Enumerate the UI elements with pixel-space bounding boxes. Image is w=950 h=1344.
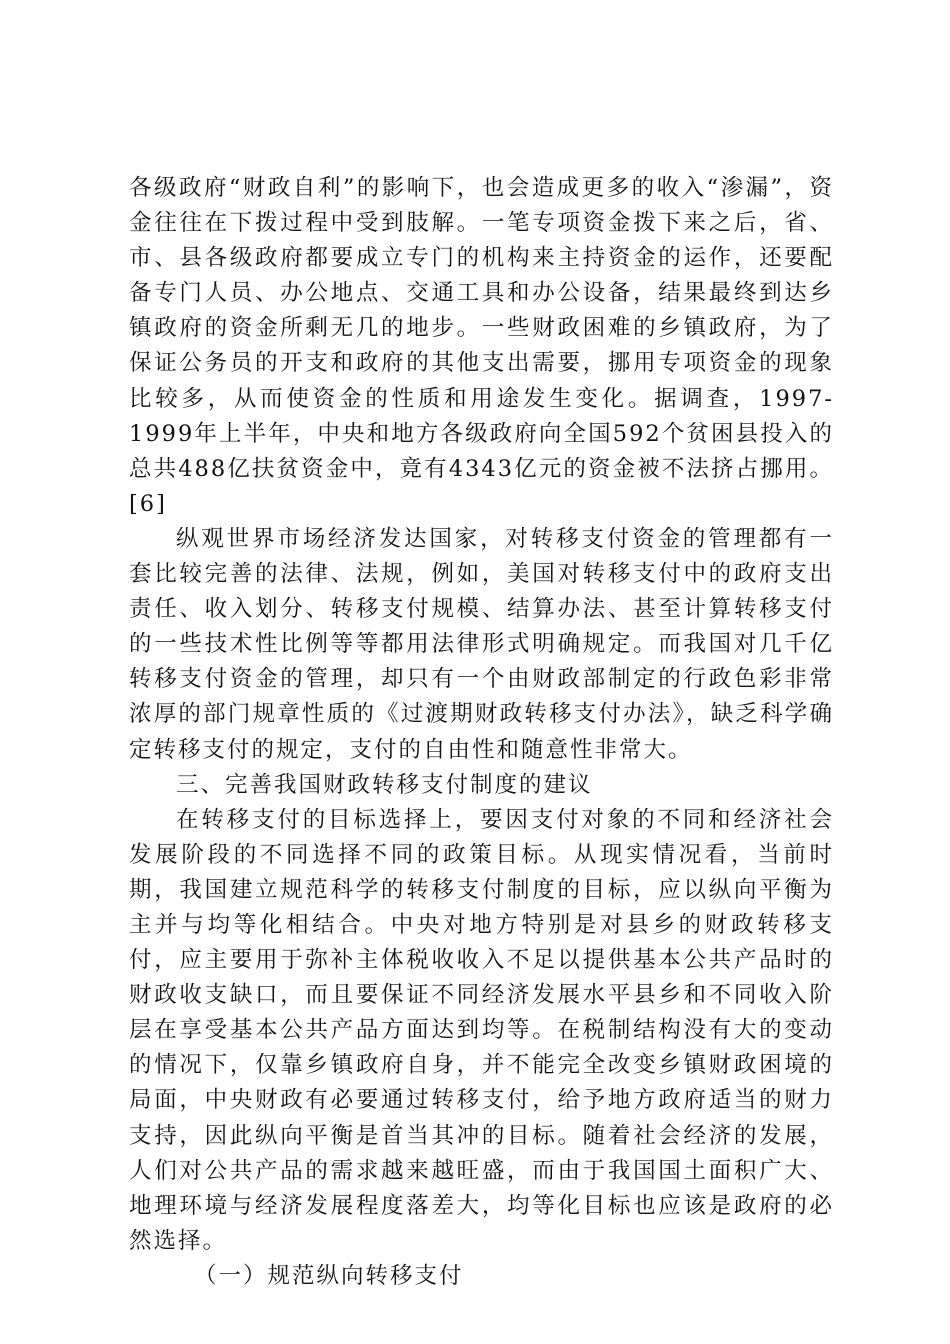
paragraph-policy-goals: 在转移支付的目标选择上，要因支付对象的不同和经济社会发展阶段的不同选择不同的政策目标。从现实情况看，当前时期，我国建立规范科学的转移支付制度的目标，应以纵向平衡为主并与均等化相结合。中央对地方特别是对县乡的财政转移支付，应主要用于弥补主体税收收入不足以提供基本公共产品时的财政收支缺口，而且要保证不同经济发展水平县乡和不同收入阶层在享受基本公共产品方面达到均等。在税制结构没有大的变动的情况下，仅靠乡镇政府自身，并不能完全改变乡镇财政困境的局面，中央财政有必要通过转移支付，给予地方政府适当的财力支持，因此纵向平衡是首当其冲的目标。随着社会经济的发展，人们对公共产品的需求越来越旺盛，而由于我国国土面积广大、地理环境与经济发展程度落差大，均等化目标也应该是政府的必然选择。 — [129, 806, 834, 1254]
paragraph-continuation: 各级政府“财政自利”的影响下，也会造成更多的收入“渗漏”，资金往往在下拨过程中受到肢解。一笔专项资金拨下来之后，省、市、县各级政府都要成立专门的机构来主持资金的运作，还要配备专门人员、办公地点、交通工具和办公设备，结果最终到达乡镇政府的资金所剩无几的地步。一些财政困难的乡镇政府，为了保证公务员的开支和政府的其他支出需要，挪用专项资金的现象比较多，从而使资金的性质和用途发生变化。据调查，1997-1999年上半年，中央和地方各级政府向全国592个贫困县投入的总共488亿扶贫资金中，竟有4343亿元的资金被不法挤占挪用。[6] — [129, 175, 834, 517]
subsection-heading: （一）规范纵向转移支付 — [194, 1262, 464, 1289]
section-heading: 三、完善我国财政转移支付制度的建议 — [176, 771, 593, 798]
paragraph-legal-framework: 纵观世界市场经济发达国家，对转移支付资金的管理都有一套比较完善的法律、法规，例如，美国对转移支付中的政府支出责任、收入划分、转移支付规模、结算办法、甚至计算转移支付的一些技术性比例等等都用法律形式明确规定。而我国对几千亿转移支付资金的管理，却只有一个由财政部制定的行政色彩非常浓厚的部门规章性质的《过渡期财政转移支付办法》，缺乏科学确定转移支付的规定，支付的自由性和随意性非常大。 — [129, 525, 834, 763]
document-page — [129, 171, 834, 1294]
